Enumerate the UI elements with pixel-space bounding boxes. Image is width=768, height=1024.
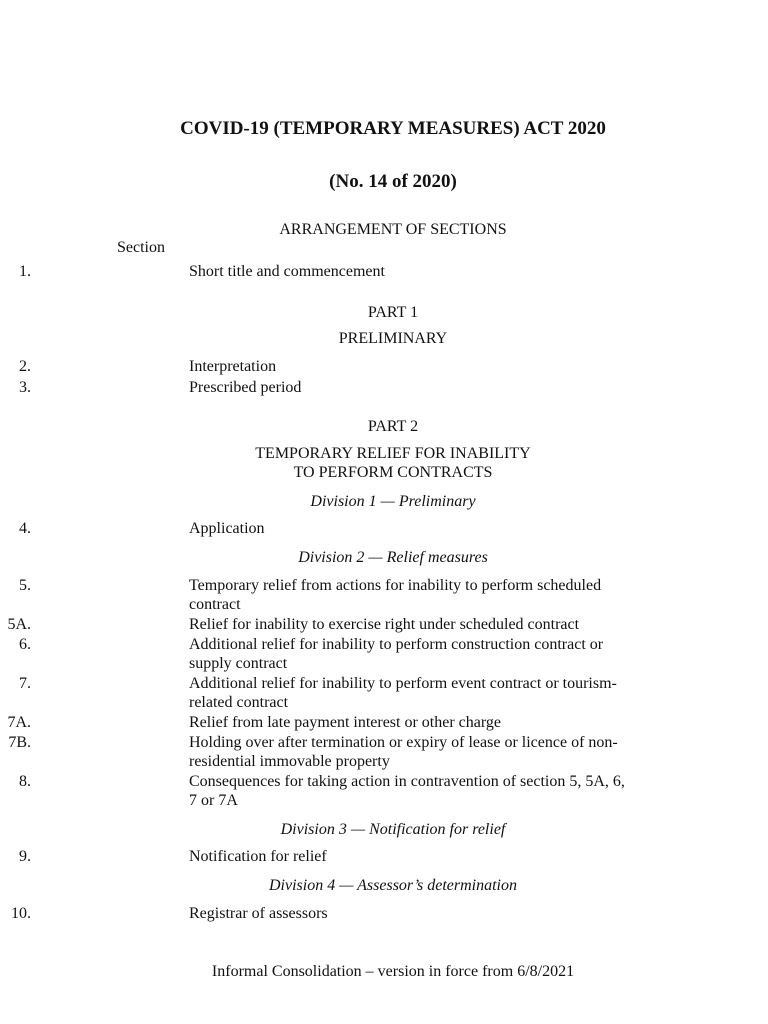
toc-entry-number: 2. [19, 358, 31, 375]
toc-entry-title: Notification for relief [189, 848, 327, 865]
toc-entry-number: 7A. [7, 714, 31, 731]
toc-entry-number: 1. [19, 263, 31, 280]
section-column-label: Section [117, 239, 165, 256]
toc-entry-number: 3. [19, 379, 31, 396]
toc-entry-title: Holding over after termination or expiry of lease or licence of non-residential immovable property [189, 734, 618, 770]
part-label: PART 1 [367, 304, 419, 321]
toc-entry-title: Relief for inability to exercise right under scheduled contract [189, 616, 580, 633]
division-heading: Division 1 — Preliminary [310, 493, 476, 510]
toc-entry-number: 5. [19, 577, 31, 594]
act-number: (No. 14 of 2020) [329, 171, 457, 192]
part-heading-line-1: TEMPORARY RELIEF FOR INABILITY [255, 445, 531, 462]
toc-entry-title: Registrar of assessors [189, 905, 328, 922]
division-heading: Division 4 — Assessor’s determination [268, 877, 517, 894]
toc-entry-number: 5A. [7, 616, 31, 633]
toc-entry-title: Temporary relief from actions for inability to perform scheduled contract [189, 577, 602, 613]
toc-entry-title: Additional relief for inability to perform event contract or tourism-related contract [189, 675, 617, 711]
toc-entry-title: Consequences for taking action in contravention of section 5, 5A, 6, 7 or 7A [189, 773, 625, 809]
part-heading-line-2: TO PERFORM CONTRACTS [293, 464, 493, 481]
toc-entry-title: Additional relief for inability to perform construction contract or supply contract [189, 636, 604, 672]
act-title: COVID-19 (TEMPORARY MEASURES) ACT 2020 [180, 118, 606, 139]
part-heading: PRELIMINARY [338, 330, 448, 347]
toc-entry-number: 9. [19, 848, 31, 865]
toc-entry-number: 4. [19, 520, 31, 537]
toc-entry-number: 6. [19, 636, 31, 653]
toc-entry-title: Relief from late payment interest or other charge [189, 714, 502, 731]
consolidation-footer: Informal Consolidation – version in force from 6/8/2021 [211, 963, 575, 980]
division-heading: Division 2 — Relief measures [298, 549, 488, 566]
toc-entry-number: 10. [11, 905, 31, 922]
toc-entry-number: 8. [19, 773, 31, 790]
toc-entry-number: 7B. [8, 734, 31, 751]
toc-entry-title: Application [189, 520, 265, 537]
toc-entry-number: 7. [19, 675, 31, 692]
toc-entry-title: Short title and commencement [189, 263, 385, 280]
division-heading: Division 3 — Notification for relief [280, 821, 506, 838]
toc-entry-title: Prescribed period [189, 379, 302, 396]
part-label: PART 2 [367, 418, 419, 435]
toc-entry-title: Interpretation [189, 358, 277, 375]
arrangement-heading: ARRANGEMENT OF SECTIONS [279, 221, 507, 238]
